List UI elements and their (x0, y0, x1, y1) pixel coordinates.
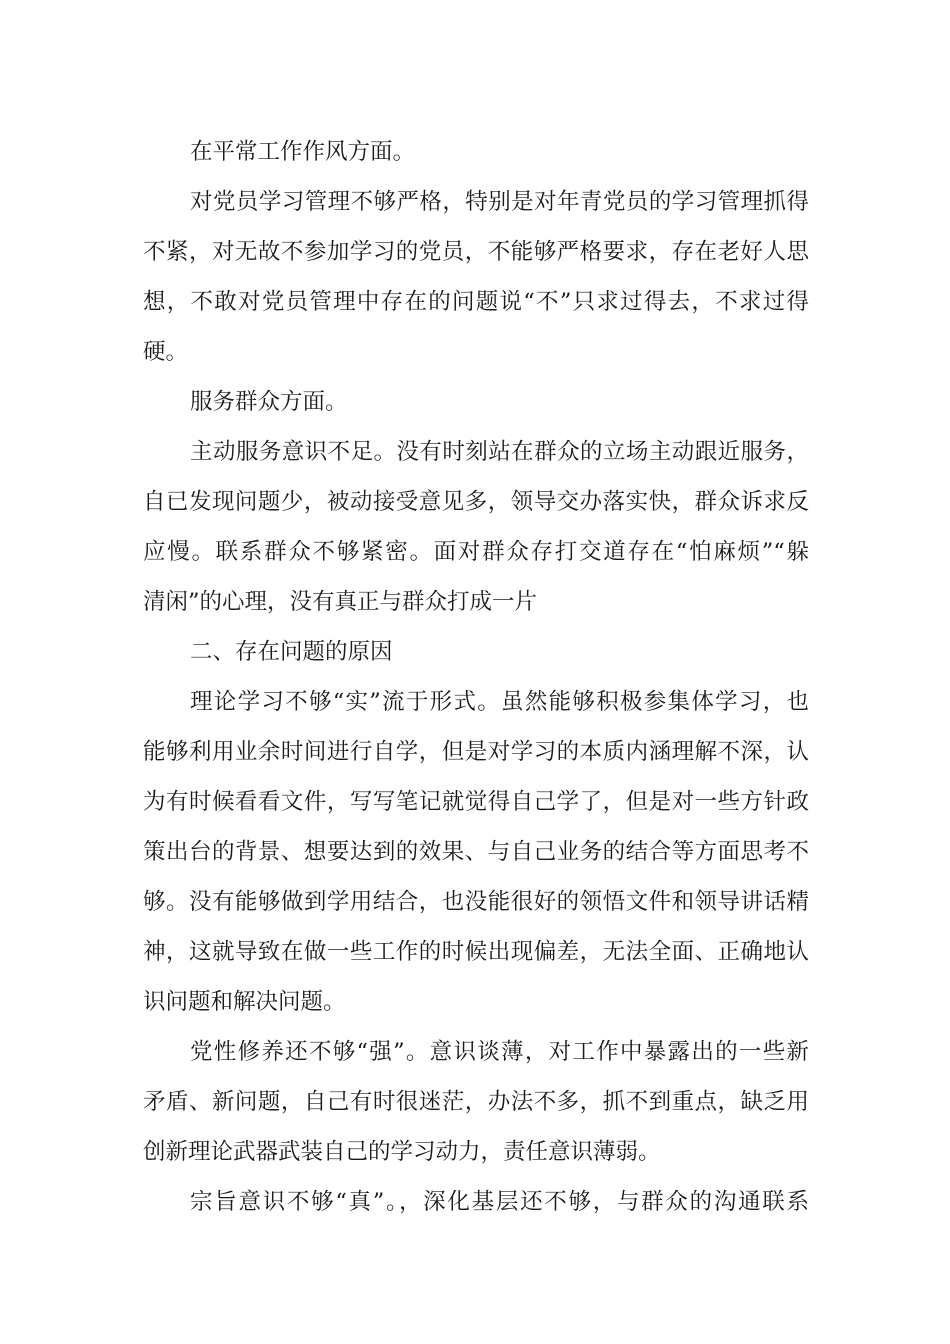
text-line: 策出台的背景、想要达到的效果、与自己业务的结合等方面思考不 (143, 839, 809, 865)
paragraph-section-two-heading (143, 627, 809, 677)
text-line: 神，这就导致在做一些工作的时候出现偏差，无法全面、正确地认 (143, 939, 809, 965)
text-line: 清闲”的心理，没有真正与群众打成一片 (143, 589, 538, 615)
paragraph-service-awareness (143, 427, 809, 627)
paragraph-member-management (143, 177, 809, 377)
text-line: 创新理论武器武装自己的学习动力，责任意识薄弱。 (143, 1139, 661, 1165)
text-line: 二、存在问题的原因 (190, 639, 393, 665)
text-line: 主动服务意识不足。没有时刻站在群众的立场主动跟近服务， (190, 439, 809, 465)
paragraph-work-style-heading (143, 127, 809, 177)
text-line: 对党员学习管理不够严格，特别是对年青党员的学习管理抓得 (190, 189, 809, 215)
text-line: 矛盾、新问题，自己有时很迷茫，办法不多，抓不到重点，缺乏用 (143, 1089, 809, 1115)
text-line: 硬。 (143, 339, 189, 365)
text-line: 服务群众方面。 (190, 389, 348, 415)
text-line: 党性修养还不够“强”。意识谈薄，对工作中暴露出的一些新 (190, 1039, 809, 1065)
text-line: 不紧，对无故不参加学习的党员，不能够严格要求，存在老好人思 (143, 239, 809, 265)
paragraph-party-spirit (143, 1027, 809, 1177)
text-line: 识问题和解决问题。 (143, 989, 346, 1015)
text-line: 理论学习不够“实”流于形式。虽然能够积极参集体学习，也 (190, 689, 809, 715)
text-line: 能够利用业余时间进行自学，但是对学习的本质内涵理解不深，认 (143, 739, 809, 765)
text-line: 宗旨意识不够“真”。，深化基层还不够，与群众的沟通联系 (190, 1189, 809, 1215)
paragraph-serve-masses-heading (143, 377, 809, 427)
text-line: 够。没有能够做到学用结合，也没能很好的领悟文件和领导讲话精 (143, 889, 809, 915)
text-line: 在平常工作作风方面。 (190, 139, 416, 165)
document-body (143, 127, 809, 1227)
text-line: 想，不敢对党员管理中存在的问题说“不”只求过得去，不求过得 (143, 289, 809, 315)
text-line: 自已发现问题少，被动接受意见多，领导交办落实快，群众诉求反 (143, 489, 809, 515)
paragraph-theory-study (143, 677, 809, 1027)
paragraph-purpose-awareness (143, 1177, 809, 1227)
text-line: 为有时候看看文件，写写笔记就觉得自己学了，但是对一些方针政 (143, 789, 809, 815)
text-line: 应慢。联系群众不够紧密。面对群众存打交道存在“怕麻烦”“躲 (143, 539, 809, 565)
